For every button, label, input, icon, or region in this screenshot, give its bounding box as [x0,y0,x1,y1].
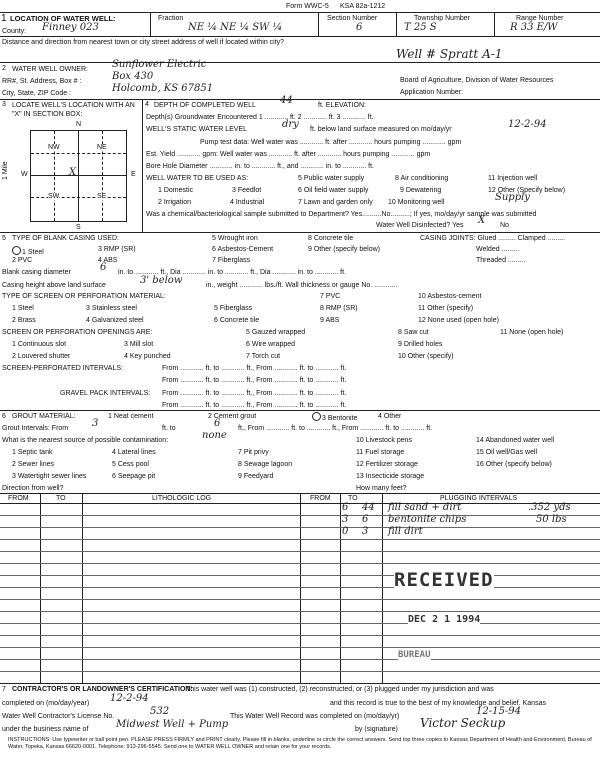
license-label: Water Well Contractor's License No. [2,713,115,720]
casing-joints: CASING JOINTS: Glued ......... Clamped ......... [420,235,566,242]
screen-11: 11 Other (specify) [418,305,474,312]
source-14: 14 Abandoned water well [476,437,555,444]
log-row-rule [0,659,600,660]
source-1: 1 Septic tank [12,449,53,456]
ne-label: NE [97,144,107,151]
well-location-mark: X [69,167,77,178]
source-11: 11 Fuel storage [356,449,405,456]
top-border [0,12,600,13]
height-rest: in., weight ............ lbs./ft. Wall thickness or gauge No. ............ [206,282,398,289]
elevation-label: ft. ELEVATION: [318,102,366,109]
owner-label: WATER WELL OWNER: [12,66,88,73]
grout-ft-to: ft. to [162,425,176,432]
completed-value: 12-2-94 [110,693,149,704]
casing-6: 6 Asbestos-Cement [212,246,274,253]
section-7-marker: 7 [2,686,6,693]
cert-text-1: This water well was (1) constructed, (2) reconstructed, or (3) plugged under my jurisdiction and was [186,686,494,693]
casing-5: 5 Wrought iron [212,235,258,242]
diameter-label: Blank casing diameter [2,269,71,276]
opening-2: 2 Louvered shutter [12,353,71,360]
board-label: Board of Agriculture, Division of Water Resources [400,77,554,84]
instructions: INSTRUCTIONS: Use typewriter or ball point pen. PLEASE PRESS FIRMLY and PRINT clearly. Please fill in blanks, underline or circle the correct answers. Send top three copies to Kansas Department of Health and Environment, Bureau of Water, Topeka, Kansas 66620-0001. Telephone: 913-296-5545. Send one to WATER WELL OWNER and retain one for your records. [8,737,592,750]
height-value: 3' below [140,275,183,286]
perf-row-2: From ............ ft. to ............ ft., From ............ ft. to ............ ft. [162,377,347,384]
grout-3: 3 Bentonite [312,412,357,422]
use-2: 2 Irrigation [158,199,192,206]
casing-3: 3 RMP (SR) [98,246,136,253]
plug-row-2-from: 3 [342,514,349,525]
opening-10: 10 Other (specify) [398,353,454,360]
record-label: This Water Well Record was completed on (mo/day/yr) [230,713,400,720]
log-row-rule [0,551,600,552]
source-15: 15 Oil well/Gas well [476,449,538,456]
fraction-label: Fraction [158,15,184,22]
depth-label: DEPTH OF COMPLETED WELL [154,102,256,109]
cert-text-2: and this record is true to the best of my knowledge and belief. Kansas [330,700,546,707]
opening-3: 3 Mill slot [124,341,154,348]
section-4-marker: 4 [145,101,149,108]
source-13: 13 Insecticide storage [356,473,425,480]
city-label: City, State, ZIP Code : [2,90,71,97]
log-to-header: TO [56,495,66,502]
grout-from: 3 [92,418,99,429]
opening-4: 4 Key punched [124,353,171,360]
log-row-rule [0,587,600,588]
use-other-value: Supply [495,192,530,203]
plug-row-2-to: 6 [362,514,369,525]
use-label: WELL WATER TO BE USED AS: [146,175,249,182]
section-6-marker: 6 [2,413,6,420]
plug-to-header: TO [348,495,358,502]
bore-hole: Bore Hole Diameter ............ in. to ............ ft., and ............ in. to ............ ft. [146,163,374,170]
depth-value: 44 [280,95,293,106]
source-10: 10 Livestock pens [356,437,413,444]
north-label: N [76,121,82,128]
range-label: Range Number [516,15,564,22]
screen-8: 8 RMP (SR) [320,305,358,312]
groundwater-label: Depth(s) Groundwater Encountered 1 ............ ft. 2 ............ ft. 3 ............ ft. [146,114,374,121]
source-3: 3 Watertight sewer lines [12,473,87,480]
pump-test: Pump test data: Well water was ............ ft. after ............ hours pumping ............ gpm [200,139,462,146]
static-rest: ft. below land surface measured on mo/day/yr [310,126,452,133]
use-8: 8 Air conditioning [395,175,449,182]
grout-2: 2 Cement grout [208,413,257,420]
use-12: 12 Other (Specify below) [488,187,566,194]
plug-row-3-to: 3 [362,526,369,537]
section-3-marker: 3 [2,101,6,108]
use-10: 10 Monitoring well [388,199,445,206]
static-date: 12-2-94 [508,119,547,130]
rr-value: Box 430 [112,71,154,82]
opening-8: 8 Saw cut [398,329,429,336]
gravel-label: GRAVEL PACK INTERVALS: [60,390,151,397]
casing-label: TYPE OF BLANK CASING USED: [12,235,119,242]
log-row-rule [0,527,600,528]
fraction-value: NE ¼ NE ¼ SW ¼ [188,22,283,33]
disinfected-label: Water Well Disinfected? Yes [376,222,464,229]
license-value: 532 [150,706,170,717]
screen-9: 9 ABS [320,317,340,324]
grout-rest: ft., From ............ ft. to ............ ft., From ............ ft. to ............ ft. [238,425,433,432]
opening-7: 7 Torch cut [246,353,281,360]
range-value: R 33 E/W [510,22,558,33]
location-label: LOCATION OF WATER WELL: [10,14,116,23]
screen-12: 12 None used (open hole) [418,317,499,324]
log-row-rule [0,623,600,624]
plug-from-header: FROM [310,495,331,502]
form-id: Form WWC-5 [286,3,329,10]
bureau-stamp: BUREAU [398,650,431,660]
location-box-label: LOCATE WELL'S LOCATION WITH AN "X" IN SECTION BOX: [12,102,135,118]
use-11: 11 Injection well [488,175,538,182]
distance-label: Distance and direction from nearest town or city street address of well if located within city? [2,39,285,46]
section-1-marker: 1 [1,13,7,24]
ksa-ref: KSA 82a-1212 [340,3,386,10]
grout-1: 1 Neat cement [108,413,154,420]
perf-label: SCREEN-PERFORATED INTERVALS: [2,365,123,372]
south-label: S [76,224,81,231]
rr-label: RR#, St. Address, Box # : [2,78,82,85]
static-value: dry [282,119,299,130]
county-label: County: [2,28,27,35]
casing-1: 1 Steel [12,246,44,256]
est-yield: Est. Yield ............ gpm: Well water was ............ ft. after ............ hours pumping ............ gpm [146,151,431,158]
se-label: SE [97,193,107,200]
plug-row-2-qty: 50 lbs [536,514,567,525]
perf-row-1: From ............ ft. to ............ ft., From ............ ft. to ............ ft. [162,365,347,372]
opening-6: 6 Wire wrapped [246,341,296,348]
plug-row-1-desc: fill sand + dirt [388,502,462,513]
screen-label: TYPE OF SCREEN OR PERFORATION MATERIAL: [2,293,166,300]
section-number-label: Section Number [327,15,378,22]
section-box [30,130,127,222]
business-value: Midwest Well + Pump [116,719,229,730]
static-label: WELL'S STATIC WATER LEVEL [146,126,248,133]
welded: Welded ......... [476,246,520,253]
source-5: 5 Cess pool [112,461,149,468]
section-number-value: 6 [356,22,363,33]
height-label: Casing height above land surface [2,282,106,289]
received-date-stamp: DEC 2 1 1994 [408,614,481,625]
signature-label: by (signature) [355,726,398,733]
use-1: 1 Domestic [158,187,194,194]
opening-9: 9 Drilled holes [398,341,443,348]
log-row-rule [0,599,600,600]
section-5-marker: 5 [2,235,6,242]
log-from-header: FROM [8,495,29,502]
grout-intervals-label: Grout Intervals: From [2,425,69,432]
screen-5: 5 Fiberglass [214,305,253,312]
log-row-rule [0,575,600,576]
log-row-rule [0,635,600,636]
screen-7: 7 PVC [320,293,341,300]
casing-4: 4 ABS [98,257,118,264]
gravel-row-1: From ............ ft. to ............ ft., From ............ ft. to ............ ft. [162,390,347,397]
mile-label: 1 Mile [2,161,9,180]
use-6: 6 Oil field water supply [298,187,369,194]
screen-3: 3 Stainless steel [86,305,137,312]
source-4: 4 Lateral lines [112,449,156,456]
cert-label: CONTRACTOR'S OR LANDOWNER'S CERTIFICATION: [12,686,193,693]
openings-label: SCREEN OR PERFORATION OPENINGS ARE: [2,329,153,336]
screen-6: 6 Concrete tile [214,317,260,324]
use-3: 3 Feedlot [232,187,262,194]
casing-9: 9 Other (specify below) [308,246,380,253]
source-2: 2 Sewer lines [12,461,55,468]
casing-2: 2 PVC [12,257,33,264]
log-row-rule [0,611,600,612]
contam-value: none [202,430,227,441]
record-value: 12-15-94 [476,706,521,717]
diameter-value: 6 [100,262,107,273]
log-row-rule [0,539,600,540]
plug-row-2-desc: bentonite chips [388,514,467,525]
grout-label: GROUT MATERIAL: [12,413,76,420]
diameter-rest: in. to ............ ft., Dia ............ in. to ............ ft., Dia ............ in. to ............ ft. [118,269,346,276]
plug-row-3-desc: fill dirt [388,526,423,537]
business-label: under the business name of [2,726,89,733]
plugging-header: PLUGGING INTERVALS [440,495,518,502]
plug-row-1-to: 44 [362,502,375,513]
sample-label: Was a chemical/bacteriological sample submitted to Department? Yes..........No..........; If yes, mo/day/yr sample was submitted [146,211,537,218]
screen-10: 10 Asbestos-cement [418,293,482,300]
nw-label: NW [48,144,60,151]
log-row-rule [0,647,600,648]
log-row-rule [0,671,600,672]
screen-4: 4 Galvanized steel [86,317,144,324]
township-value: T 25 S [404,22,437,33]
lithologic-header: LITHOLOGIC LOG [152,495,212,502]
sw-label: SW [48,193,60,200]
section-2-marker: 2 [2,65,6,72]
source-9: 9 Feedyard [238,473,274,480]
plug-row-3-from: 0 [342,526,349,537]
disinfected-no: No [500,222,509,229]
use-9: 9 Dewatering [400,187,442,194]
screen-2: 2 Brass [12,317,36,324]
source-8: 8 Sewage lagoon [238,461,293,468]
log-row-rule [0,563,600,564]
township-label: Township Number [414,15,471,22]
casing-8: 8 Concrete tile [308,235,354,242]
opening-11: 11 None (open hole) [500,329,564,336]
owner-name: Sunflower Electric [112,59,207,70]
disinfected-yes-mark: X [478,215,486,226]
city-value: Holcomb, KS 67851 [112,83,214,94]
source-12: 12 Fertilizer storage [356,461,418,468]
opening-1: 1 Continuous slot [12,341,67,348]
distance-value: Well # Spratt A-1 [396,47,503,61]
application-label: Application Number: [400,89,464,96]
signature-value: Victor Seckup [420,716,506,730]
log-row-rule [0,515,600,516]
east-label: E [131,171,136,178]
casing-7: 7 Fiberglass [212,257,251,264]
source-16: 16 Other (specify below) [476,461,552,468]
plug-row-1-from: 6 [342,502,349,513]
grout-to: 6 [214,418,221,429]
west-label: W [21,171,28,178]
source-7: 7 Pit privy [238,449,269,456]
how-many-label: How many feet? [356,485,407,492]
use-5: 5 Public water supply [298,175,365,182]
direction-label: Direction from well? [2,485,64,492]
completed-label: completed on (mo/day/year) [2,700,90,707]
use-4: 4 Industrial [230,199,265,206]
plug-row-1-qty: .352 yds [528,502,571,513]
use-7: 7 Lawn and garden only [298,199,373,206]
threaded: Threaded ......... [476,257,526,264]
received-stamp: RECEIVED [394,569,494,591]
gravel-row-2: From ............ ft. to ............ ft., From ............ ft. to ............ ft. [162,402,347,409]
screen-1: 1 Steel [12,305,34,312]
county-value: Finney 023 [42,22,99,33]
contam-label: What is the nearest source of possible contamination: [2,437,169,444]
grout-4: 4 Other [378,413,402,420]
opening-5: 5 Gauzed wrapped [246,329,306,336]
source-6: 6 Seepage pit [112,473,156,480]
